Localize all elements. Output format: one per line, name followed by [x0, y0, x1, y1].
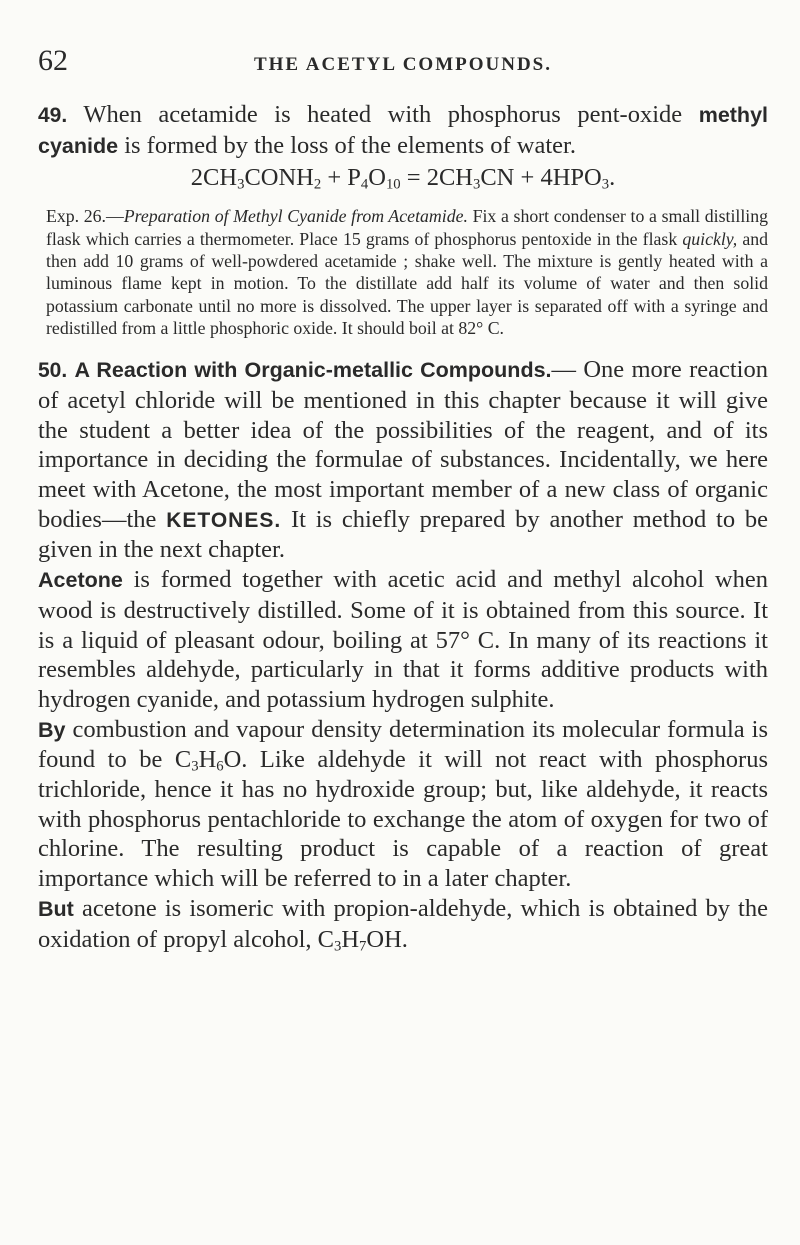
section-50-heading: A Reaction with Organic-metallic Compounds. [74, 358, 552, 383]
experiment-text-2: and then add 10 grams of well-powdered acetamide ; shake well. The mixture is gently heated with a luminous flame kept in motion. To the distillate add half its volume of water and then solid potassium carbonate until no more is dissolved. The upper layer is separated off with a syringe and redistilled from a little phosphoric oxide. It should boil at 82° C. [46, 228, 768, 338]
formula-part: H [198, 746, 217, 774]
eq-sub: 3 [473, 177, 481, 194]
paragraph-combustion-text-2: O. Like aldehyde it will not react with phosphorus trichloride, hence it has no hydroxide group; but, like aldehyde, it reacts with phosphorus pentachloride to exchange the atom of oxygen for two of chlorine. The resulting product is capable of a reaction of great importance which will be referred to in a later chapter. [38, 746, 768, 893]
eq-sub: 3 [601, 177, 610, 194]
eq-part: CONH [244, 164, 314, 192]
body-text [38, 100, 768, 954]
eq-part: 2CH [190, 164, 238, 192]
paragraph-acetone-text: is formed together with acetic acid and methyl alcohol when wood is destructively distilled. Some of it is obtained from this source. It is a liquid of pleasant odour, boiling at 57° C. In many of its reactions it resembles aldehyde, particularly in that it forms additive products with hydrogen cyanide, and potassium hydrogen sulphite. [38, 566, 768, 713]
page-header [38, 44, 768, 84]
eq-sub: 4 [360, 177, 369, 194]
spacer [38, 339, 768, 355]
paragraph-50 [38, 355, 768, 565]
paragraph-combustion-text-1: combustion and vapour density determination its molecular formula is found to be C [38, 715, 768, 774]
eq-sub: 10 [385, 177, 401, 194]
eq-sub: 2 [313, 177, 322, 194]
eq-sub: 3 [237, 177, 245, 194]
paragraph-isomeric-text-1: acetone is isomeric with propion-aldehyde, which is obtained by the oxidation of propyl alcohol, C [38, 894, 768, 953]
formula-sub: 6 [216, 759, 224, 775]
paragraph-isomeric [38, 894, 768, 954]
term-but: But [38, 896, 74, 921]
section-number-50: 50. [38, 359, 68, 383]
term-acetone: Acetone [38, 568, 123, 593]
term-by: By [38, 717, 66, 742]
eq-part: CN + 4HPO [480, 164, 602, 192]
paragraph-50-text-1: — One more reaction of acetyl chloride will be mentioned in this chapter because it will give the student a better idea of the possibilities of the reagent, and of its importance in deciding the formulae of substances. Incidentally, we here meet with Acetone, the most important member of a new class of organic bodies—the [38, 356, 768, 533]
experiment-title: Preparation of Methyl Cyanide from Acetamide. [123, 206, 468, 227]
formula-sub: 3 [334, 938, 342, 955]
experiment-quickly: quickly, [682, 228, 738, 249]
paragraph-49 [38, 100, 768, 161]
chemical-equation [38, 163, 768, 193]
formula-part: H [341, 925, 360, 953]
paragraph-49-text-2: is formed by the loss of the elements of water. [118, 131, 576, 159]
experiment-26 [46, 205, 768, 339]
term-ketones: KETONES. [166, 508, 282, 532]
term-methyl-cyanide: methyl cyanide [38, 103, 769, 158]
eq-part: + P [321, 164, 361, 192]
paragraph-acetone [38, 565, 768, 715]
paragraph-combustion [38, 715, 768, 894]
paragraph-isomeric-text-2: OH. [366, 925, 408, 953]
eq-part: = 2CH [400, 164, 473, 192]
section-number-49: 49. [38, 104, 68, 127]
experiment-label: Exp. 26.— [46, 206, 124, 227]
eq-part: . [609, 164, 616, 192]
formula-sub: 3 [191, 759, 199, 775]
paragraph-50-text-2: It is chiefly prepared by another method to be given in the next chapter. [38, 505, 768, 564]
experiment-text-1: Fix a short condenser to a small distilling flask which carries a thermometer. Place 15 grams of phosphorus pentoxide in the flask [46, 206, 768, 249]
paragraph-49-text-1: When acetamide is heated with phosphorus pent-oxide [83, 101, 699, 128]
eq-part: O [368, 164, 386, 192]
running-title: THE ACETYL COMPOUNDS. [253, 54, 552, 75]
formula-sub: 7 [359, 938, 367, 955]
page-number: 62 [38, 44, 68, 77]
